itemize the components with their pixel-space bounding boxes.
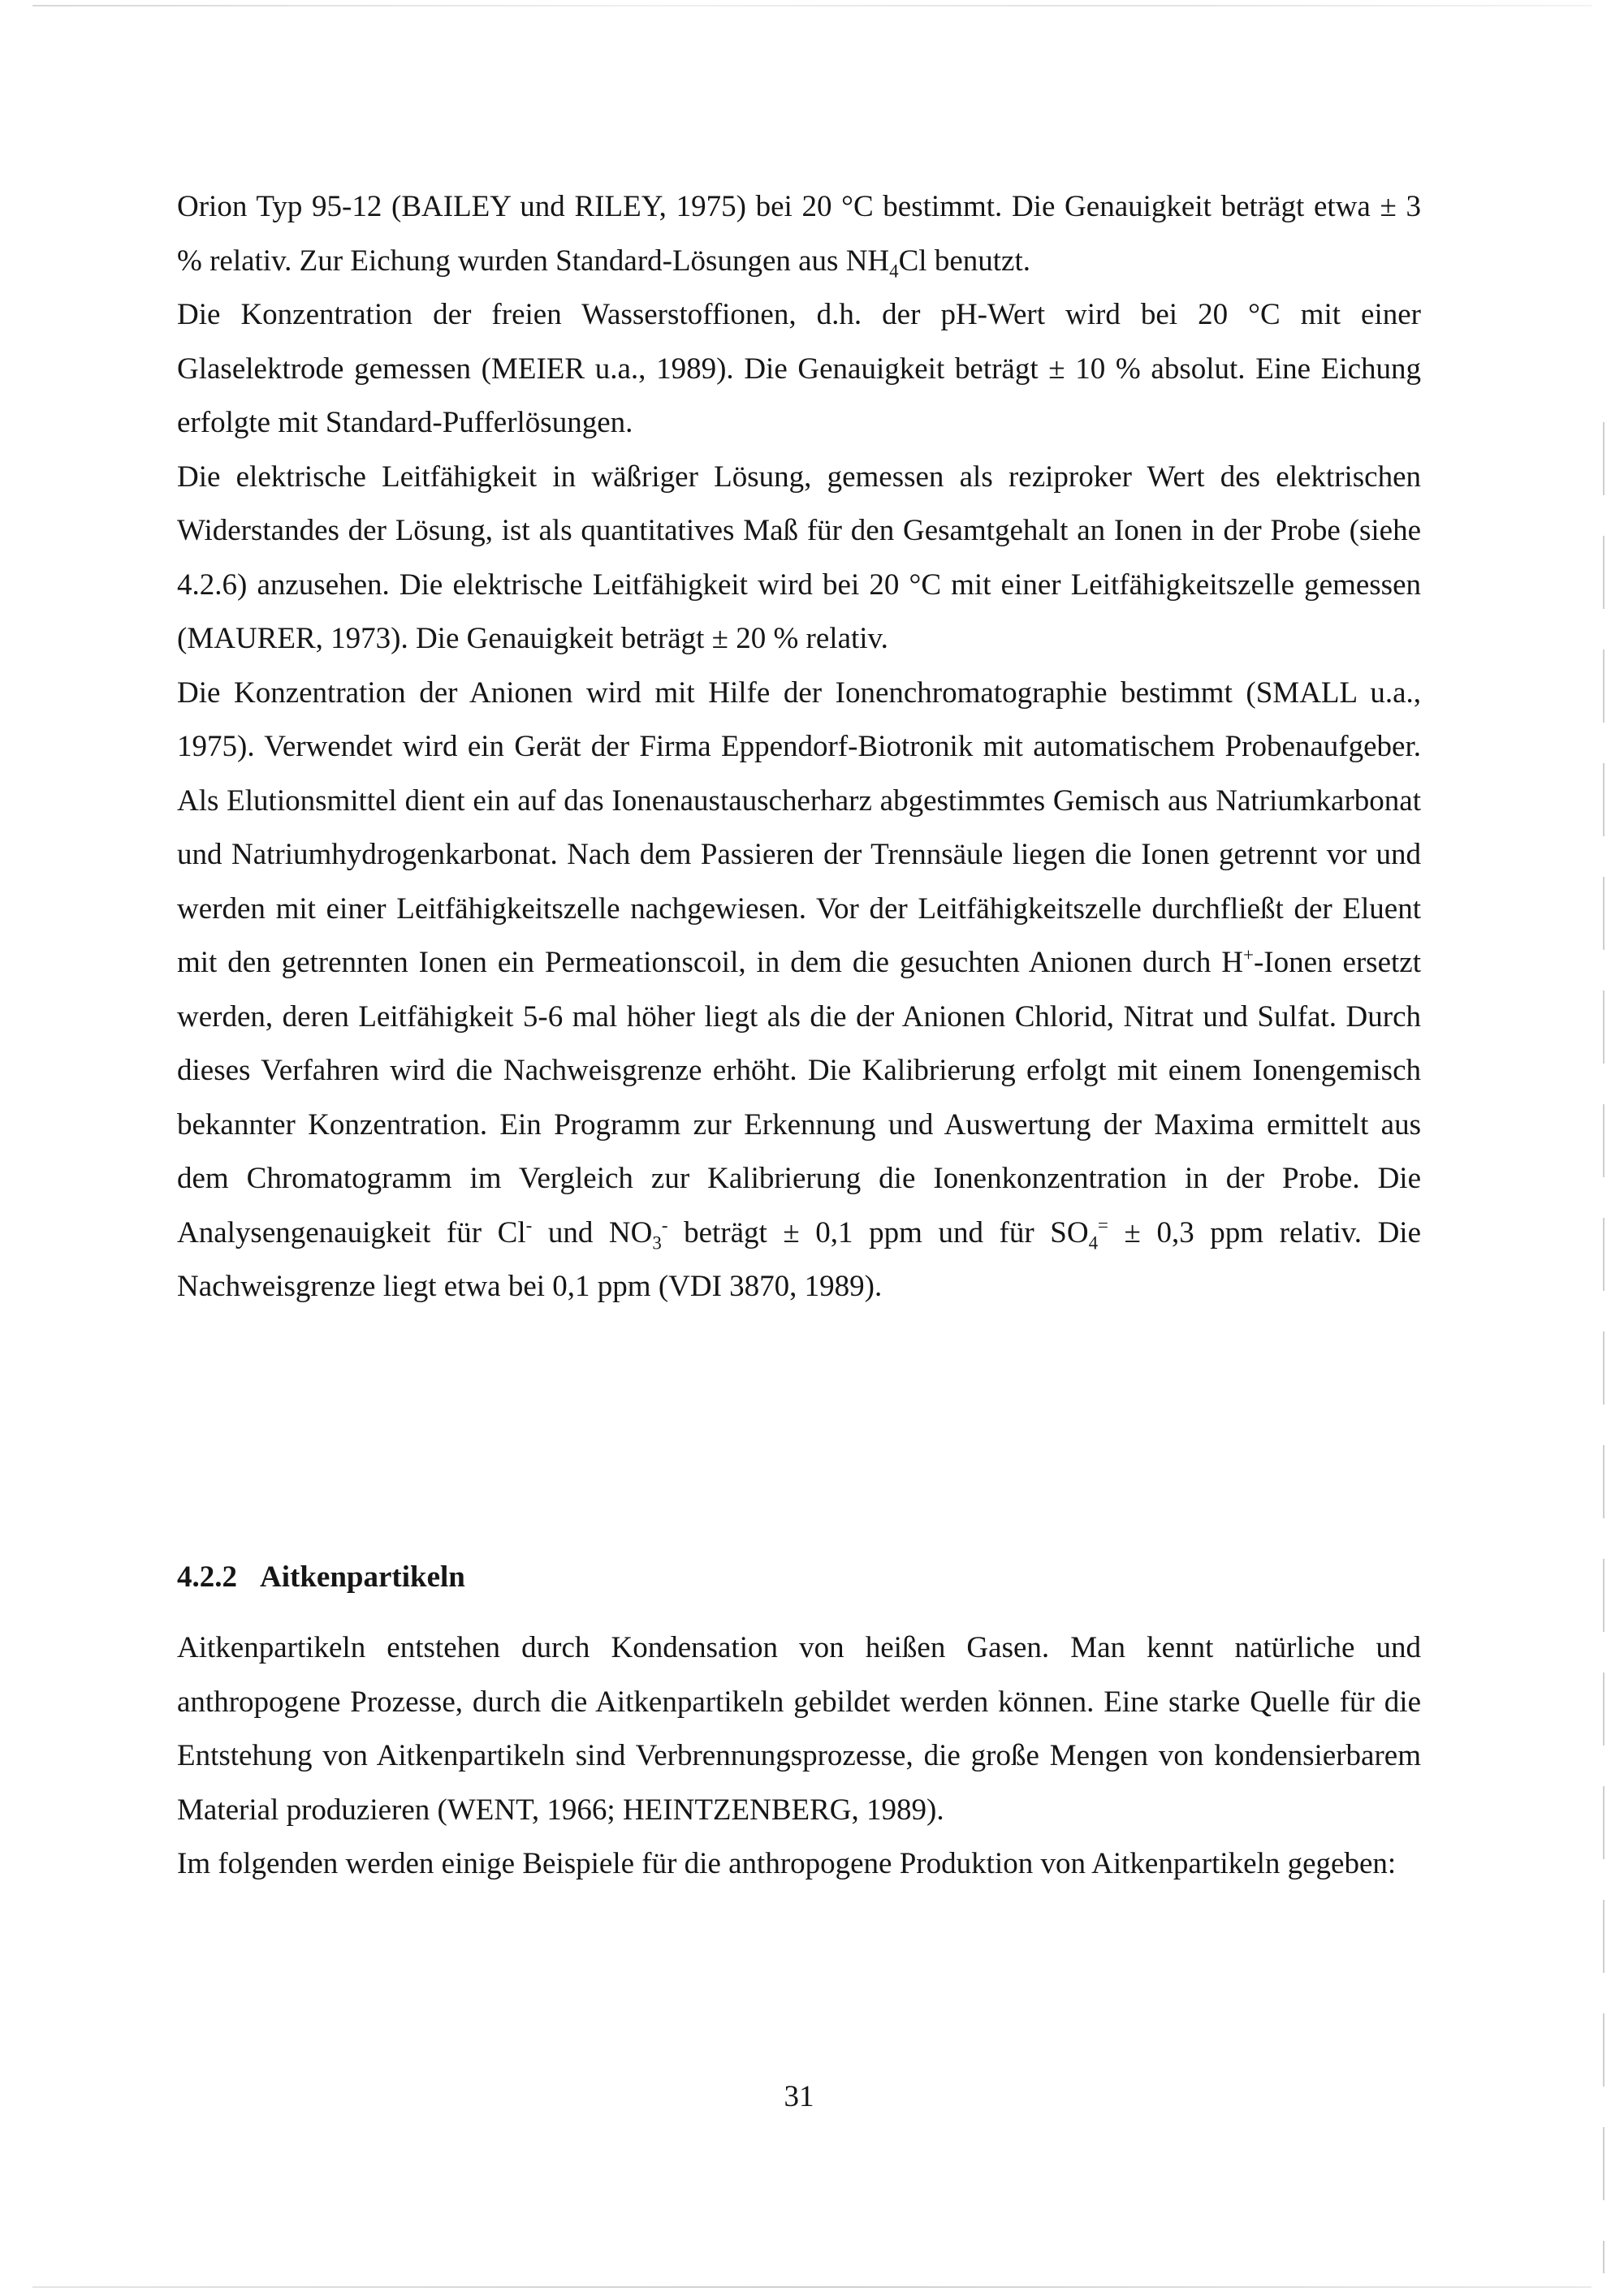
section-title: Aitkenpartikeln bbox=[260, 1560, 465, 1594]
scan-edge-top bbox=[32, 5, 1592, 6]
superscript: = bbox=[1098, 1215, 1108, 1236]
paragraph-line: etwa ± 3 % relativ. Zur Eichung wurden Standard-Lösungen aus NH bbox=[177, 190, 1421, 278]
paragraph-line: Orion Typ 95-12 (BAILEY und RILEY, 1975) bei 20 °C bestimmt. Die Genauigkeit beträgt bbox=[177, 190, 1305, 223]
subscript: 4 bbox=[1088, 1232, 1099, 1253]
text-run: Die Konzentration der Anionen wird mit Hilfe der Ionenchromatographie bestimmt (SMALL u.a., 1975). Verwendet wird ein Gerät der Firma Eppendorf-Biotronik mit automatischem Probenaufgeber. Als Elutionsmittel dient ein auf das Ionenaustauscherharz abgestimmtes Gemisch aus Natriumkarbonat und Natriumhydrogenkarbonat. Nach dem Passieren der Trennsäule liegen die Ionen getrennt vor und werden mit einer Leitfähigkeitszelle nachgewiesen. Vor der Leitfähigkeitszelle durchfließt der Eluent mit den getrennten Ionen ein Permeationscoil, in dem die gesuchten Anionen durch H bbox=[177, 675, 1421, 979]
paragraph-ph-measurement: Die Konzentration der freien Wasserstoffionen, d.h. der pH-Wert wird bei 20 °C mit einer Glaselektrode gemessen (MEIER u.a., 1989). Die Genauigkeit beträgt ± 10 % absolut. Eine Eichung erfolgte mit Standard-Pufferlösungen. bbox=[177, 298, 1421, 439]
scan-edge-right bbox=[1603, 422, 1605, 2273]
scan-edge-bottom bbox=[32, 2286, 1592, 2288]
superscript: - bbox=[525, 1215, 533, 1236]
paragraph-conductivity: Die elektrische Leitfähigkeit in wäßriger Lösung, gemessen als reziproker Wert des elektrischen Widerstandes der Lösung, ist als quantitatives Maß für den Gesamtgehalt an Ionen in der Probe (siehe 4.2.6) anzusehen. Die elektrische Leitfähigkeit wird bei 20 °C mit einer Leitfähigkeitszelle gemessen (MAURER, 1973). Die Genauigkeit beträgt ± 20 % relativ. bbox=[177, 460, 1421, 655]
paragraph-ammonium-method bbox=[177, 180, 1421, 288]
text-run: beträgt ± 0,1 ppm und für SO bbox=[667, 1215, 1089, 1249]
body-text-top bbox=[177, 180, 1421, 1314]
section-number: 4.2.2 bbox=[177, 1560, 237, 1594]
subscript: 4 bbox=[889, 260, 899, 281]
paragraph-ion-chromatography bbox=[177, 667, 1421, 1314]
superscript: - bbox=[661, 1215, 668, 1236]
page-number: 31 bbox=[784, 2080, 814, 2113]
text-run: -Ionen ersetzt werden, deren Leitfähigkeit 5-6 mal höher liegt als die der Anionen Chlorid, Nitrat und Sulfat. Durch dieses Verfahren wird die Nachweisgrenze erhöht. Die Kalibrierung erfolgt mit einem Ionengemisch bekannter Konzentration. Ein Programm zur Erkennung und Auswertung der Maxima ermittelt aus dem Chromatogramm im Vergleich zur Kalibrierung die Ionenkonzentration in der Probe. Die Analysengenauigkeit für Cl bbox=[177, 946, 1421, 1249]
paragraph-examples-intro: Im folgenden werden einige Beispiele für die anthropogene Produktion von Aitkenpartikeln gegeben: bbox=[177, 1847, 1397, 1880]
subscript: 3 bbox=[652, 1232, 662, 1253]
superscript: + bbox=[1243, 944, 1254, 965]
paragraph-line: Cl benutzt. bbox=[898, 244, 1030, 278]
text-run: ± 0,3 ppm relativ. Die Nachweisgrenze liegt etwa bei 0,1 ppm (VDI 3870, 1989). bbox=[177, 1215, 1421, 1303]
paragraph-aitken-origin: Aitkenpartikeln entstehen durch Kondensation von heißen Gasen. Man kennt natürliche und anthropogene Prozesse, durch die Aitkenpartikeln gebildet werden können. Eine starke Quelle für die Entstehung von Aitkenpartikeln sind Verbrennungsprozesse, die große Mengen von kondensierbarem Material produzieren (WENT, 1966; HEINTZENBERG, 1989). bbox=[177, 1631, 1421, 1827]
body-text-section bbox=[177, 1621, 1421, 1892]
text-run: und NO bbox=[532, 1215, 653, 1249]
section-heading bbox=[177, 1551, 465, 1604]
